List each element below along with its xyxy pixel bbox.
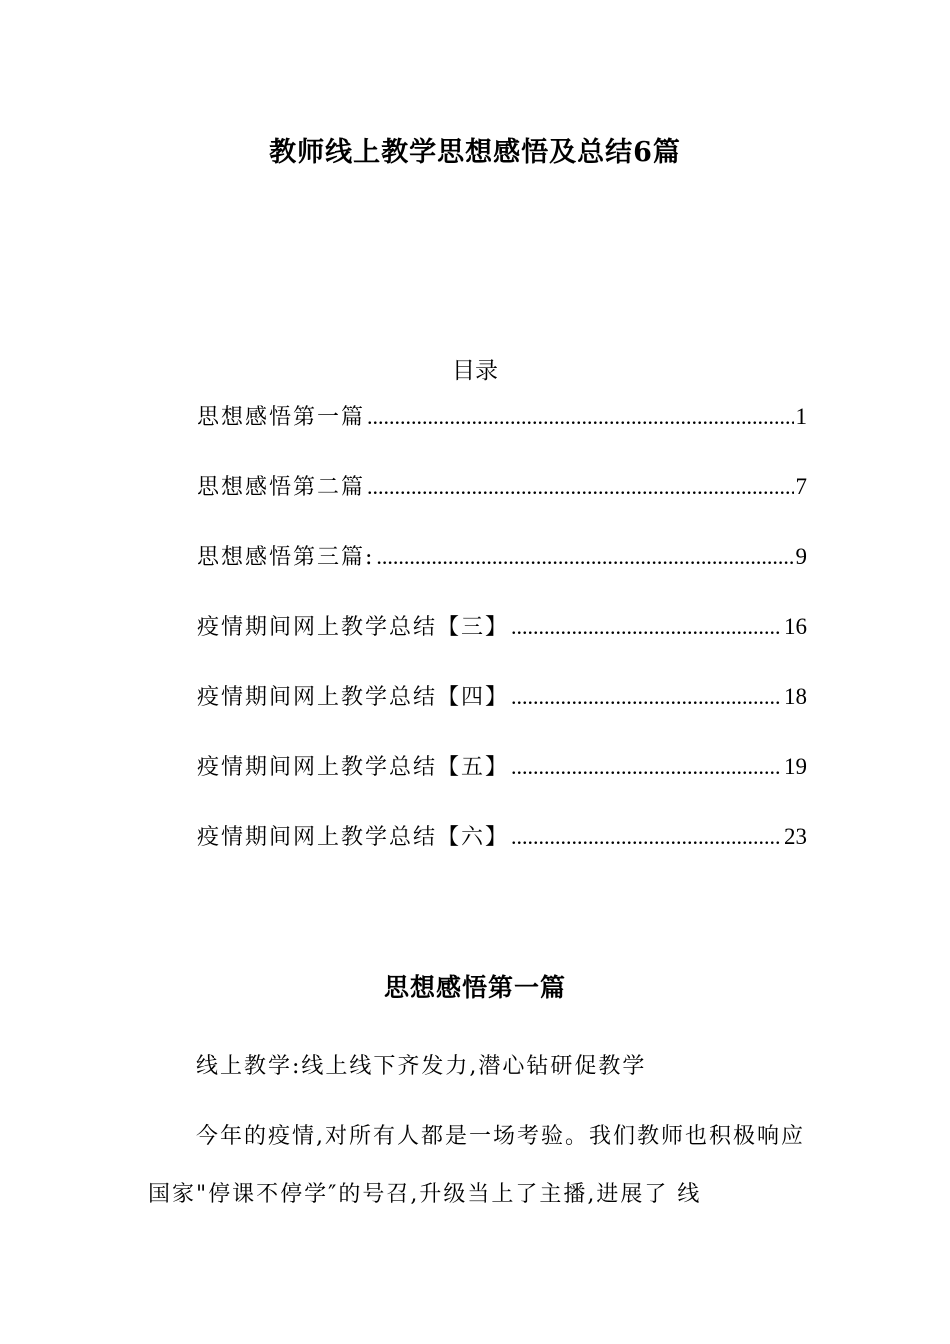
toc-entry[interactable] — [197, 820, 807, 890]
toc-dot-leader — [511, 684, 782, 710]
toc-entry-label: 思想感悟第三篇: — [197, 545, 375, 570]
document-title: 教师线上教学思想感悟及总结6篇 — [269, 137, 681, 168]
section-subheading — [148, 1038, 808, 1096]
toc-entry-label: 疫情期间网上教学总结【三】 — [197, 615, 510, 640]
toc-heading: 目录 — [452, 358, 498, 384]
section-subheading-text: 线上教学:线上线下齐发力,潜心钻研促教学 — [196, 1054, 647, 1079]
toc-entry[interactable] — [197, 610, 807, 680]
toc-dot-leader — [367, 474, 793, 500]
toc-dot-leader — [511, 754, 782, 780]
toc-entry-page: 9 — [795, 544, 807, 569]
toc-entry-page: 16 — [784, 614, 807, 639]
toc-entry[interactable] — [197, 400, 807, 470]
toc-entry[interactable] — [197, 540, 807, 610]
toc-dot-leader — [511, 614, 782, 640]
toc-entry-page: 23 — [784, 824, 807, 849]
toc-entry-label: 疫情期间网上教学总结【四】 — [197, 685, 510, 710]
toc-entry[interactable] — [197, 470, 807, 540]
toc-entry-label: 思想感悟第二篇 — [197, 475, 366, 500]
toc-entry-label: 思想感悟第一篇 — [197, 405, 366, 430]
section-title: 思想感悟第一篇 — [383, 973, 566, 1002]
toc-dot-leader — [367, 404, 793, 430]
toc-entry-page: 1 — [795, 404, 807, 429]
toc-entry-page: 7 — [795, 474, 807, 499]
toc-dot-leader — [511, 824, 782, 850]
toc-entry[interactable] — [197, 680, 807, 750]
toc-entry[interactable] — [197, 750, 807, 820]
toc-entry-page: 19 — [784, 754, 807, 779]
toc-entry-page: 18 — [784, 684, 807, 709]
table-of-contents — [197, 400, 807, 890]
body-paragraph: 今年的疫情,对所有人都是一场考验。我们教师也积极响应国家"停课不停学″的号召,升级当上了主播,进展了 线 — [148, 1124, 805, 1207]
toc-dot-leader — [376, 544, 793, 570]
toc-entry-label: 疫情期间网上教学总结【六】 — [197, 825, 510, 850]
toc-entry-label: 疫情期间网上教学总结【五】 — [197, 755, 510, 780]
